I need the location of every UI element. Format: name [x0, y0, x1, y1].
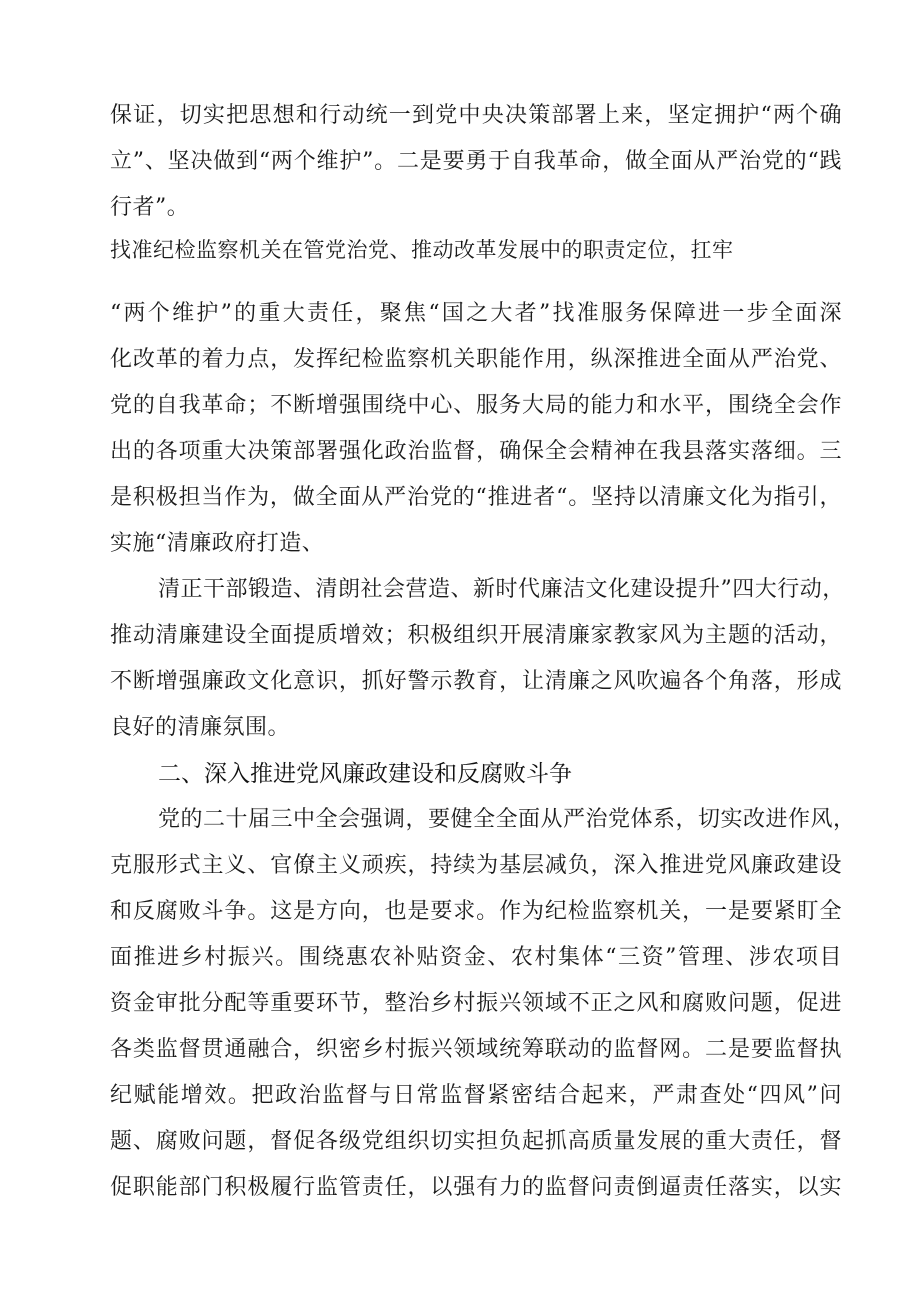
text-line: 实施“清廉政府打造、 — [110, 531, 325, 556]
text-line: 推动清廉建设全面提质增效；积极组织开展清廉家教家风为主题的活动， — [110, 623, 842, 648]
text-line: 党的二十届三中全会强调，要健全全面从严治党体系，切实改进作风， — [158, 807, 856, 832]
text-line: 题、腐败问题，督促各级党组织切实担负起抓高质量发展的重大责任，督 — [110, 1129, 842, 1154]
text-line: 克服形式主义、官僚主义顽疾，持续为基层减负，深入推进党风廉政建设 — [110, 853, 842, 878]
text-line: 保证，切实把思想和行动统一到党中央决策部署上来，坚定拥护“两个确 — [110, 103, 842, 128]
text-line: 资金审批分配等重要环节，整治乡村振兴领域不正之风和腐败问题，促进 — [110, 991, 842, 1016]
text-line: 立”、坚决做到“两个维护”。二是要勇于自我革命，做全面从严治党的“践 — [110, 149, 842, 174]
text-line: 是积极担当作为，做全面从严治党的“推进者“。坚持以清廉文化为指引， — [110, 485, 842, 510]
text-line: 和反腐败斗争。这是方向，也是要求。作为纪检监察机关，一是要紧盯全 — [110, 899, 842, 924]
text-line: 出的各项重大决策部署强化政治监督，确保全会精神在我县落实落细。三 — [110, 439, 842, 464]
text-line: 清正干部锻造、清朗社会营造、新时代廉洁文化建设提升”四大行动， — [158, 577, 845, 602]
text-line: 面推进乡村振兴。围绕惠农补贴资金、农村集体“三资”管理、涉农项目 — [110, 945, 842, 970]
text-line: “两个维护”的重大责任，聚焦“国之大者”找准服务保障进一步全面深 — [110, 301, 842, 326]
text-line: 良好的清廉氛围。 — [110, 715, 291, 740]
text-line: 找准纪检监察机关在管党治党、推动改革发展中的职责定位，扛牢 — [110, 238, 734, 262]
section-heading: 二、深入推进党风廉政建设和反腐败斗争 — [158, 761, 572, 787]
text-line: 行者”。 — [110, 195, 190, 220]
text-line: 纪赋能增效。把政治监督与日常监督紧密结合起来，严肃查处“四风”问 — [110, 1083, 842, 1108]
text-line: 不断增强廉政文化意识，抓好警示教育，让清廉之风吹遍各个角落，形成 — [110, 669, 842, 694]
text-line: 各类监督贯通融合，织密乡村振兴领域统筹联动的监督网。二是要监督执 — [110, 1037, 842, 1062]
text-line: 促职能部门积极履行监管责任，以强有力的监督问责倒逼责任落实，以实 — [110, 1175, 842, 1200]
text-line: 化改革的着力点，发挥纪检监察机关职能作用，纵深推进全面从严治党、 — [110, 347, 842, 372]
text-line: 党的自我革命；不断增强围绕中心、服务大局的能力和水平，围绕全会作 — [110, 393, 842, 418]
